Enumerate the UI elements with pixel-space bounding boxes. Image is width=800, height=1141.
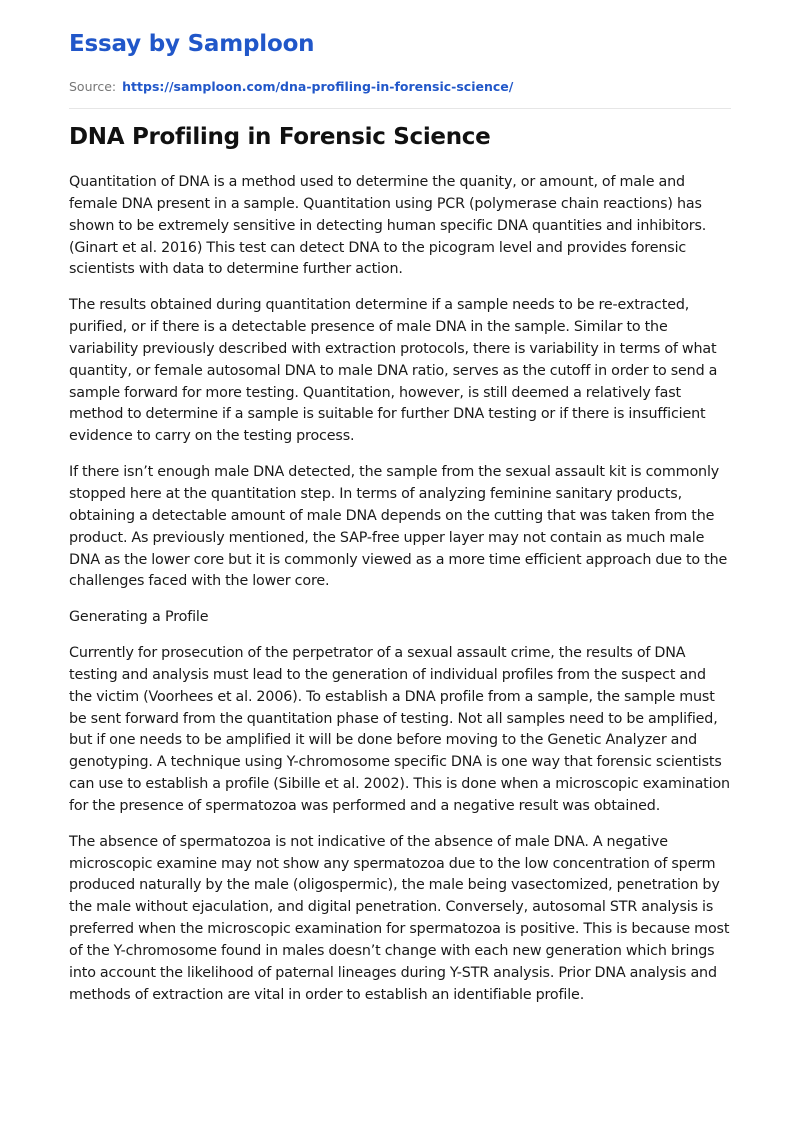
site-brand[interactable]: Essay by Samploon (69, 31, 315, 57)
article-body (69, 172, 731, 1007)
paragraph: Quantitation of DNA is a method used to determine the quanity, or amount, of male and female DNA present in a sample. Quantitation using PCR (polymerase chain reactions) has shown to be extremely sensitive in detecting human specific DNA quantities and inhibitors. (Ginart et al. 2016) This test can detect DNA to the picogram level and provides forensic scientists with data to determine further action. (69, 174, 707, 278)
page-title: DNA Profiling in Forensic Science (69, 124, 491, 150)
paragraph: Currently for prosecution of the perpetrator of a sexual assault crime, the results of DNA testing and analysis must lead to the generation of individual profiles from the suspect and the victim (Voorhees et al. 2006). To establish a DNA profile from a sample, the sample must be sent forward from the quantitation phase of testing. Not all samples need to be amplified, but if one needs to be amplified it will be done before moving to the Genetic Analyzer and genotyping. A technique using Y-chromosome specific DNA is one way that forensic scientists can use to establish a profile (Sibille et al. 2002). This is done when a microscopic examination for the presence of spermatozoa was performed and a negative result was obtained. (69, 645, 730, 814)
source-label: Source: (69, 79, 117, 94)
source-line (69, 79, 731, 95)
paragraph: The results obtained during quantitation determine if a sample needs to be re-extracted, purified, or if there is a detectable presence of male DNA in the sample. Similar to the variability previously described with extraction protocols, there is variability in terms of what quantity, or female autosomal DNA to male DNA ratio, serves as the cutoff in order to send a sample forward for more testing. Quantitation, however, is still deemed a relatively fast method to determine if a sample is suitable for further DNA testing or if there is insufficient evidence to carry on the testing process. (69, 297, 718, 445)
source-link[interactable]: https://samploon.com/dna-profiling-in-forensic-science/ (122, 79, 514, 94)
header-divider (69, 108, 731, 109)
paragraph: If there isn’t enough male DNA detected, the sample from the sexual assault kit is commonly stopped here at the quantitation step. In terms of analyzing feminine sanitary products, obtaining a detectable amount of male DNA depends on the cutting that was taken from the product. As previously mentioned, the SAP-free upper layer may not contain as much male DNA as the lower core but it is commonly viewed as a more time efficient approach due to the challenges faced with the lower core. (69, 464, 728, 590)
paragraph: The absence of spermatozoa is not indicative of the absence of male DNA. A negative microscopic examine may not show any spermatozoa due to the low concentration of sperm produced naturally by the male (oligospermic), the male being vasectomized, penetration by the male without ejaculation, and digital penetration. Conversely, autosomal STR analysis is preferred when the microscopic examination for spermatozoa is positive. This is because most of the Y-chromosome found in males doesn’t change with each new generation which brings into account the likelihood of paternal lineages during Y-STR analysis. Prior DNA analysis and methods of extraction are vital in order to establish an identifiable profile. (69, 833, 730, 1003)
section-subheading: Generating a Profile (69, 609, 209, 626)
